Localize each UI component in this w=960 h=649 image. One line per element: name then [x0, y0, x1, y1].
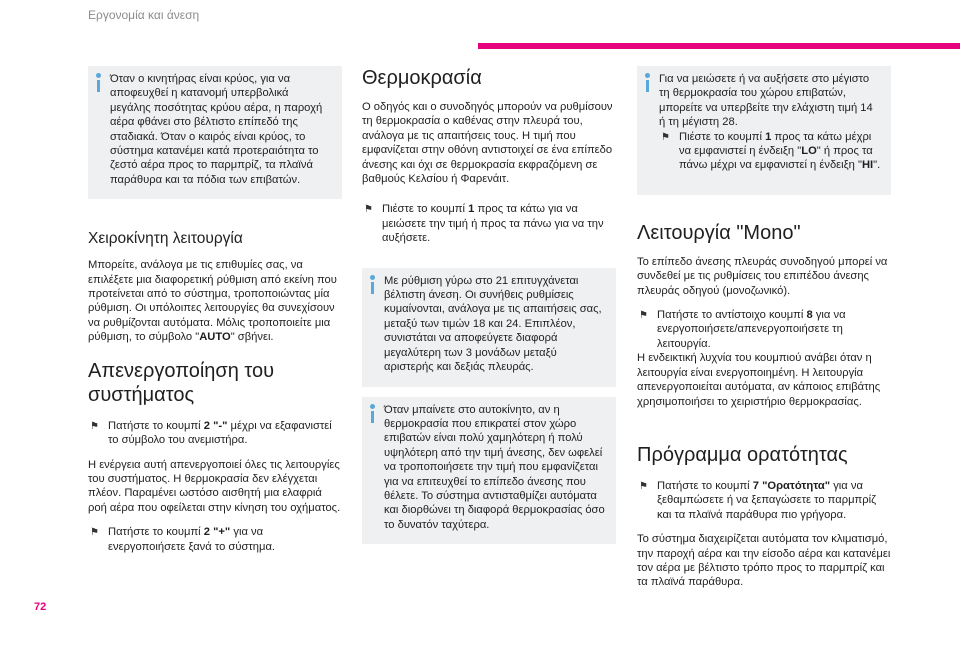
- section-title-temperature: Θερμοκρασία: [362, 67, 482, 89]
- bullet-visibility: ⚑ Πατήστε το κουμπί 7 "Ορατότητα" για να ξεθαμπώσετε ή να ξεπαγώσετε το παρμπρίζ και τα πλαϊνά παράθυρα πιο γρήγορα.: [639, 479, 877, 521]
- bullet-temperature: ⚑ Πιέστε το κουμπί 1 προς τα κάτω για να μειώσετε την τιμή ή προς τα πάνω για να την αυξήσετε.: [364, 203, 604, 245]
- flag-icon: ⚑: [639, 310, 648, 322]
- header-accent-bar: [478, 43, 960, 49]
- mono-text: Το επίπεδο άνεσης πλευράς συνοδηγού μπορεί να συνδεθεί με τις ρυθμίσεις του επιπέδου άνεσης πλευράς οδηγού (μονοζωνικό).: [637, 255, 888, 297]
- info-box-optimal-comfort: [362, 268, 616, 387]
- flag-icon: ⚑: [90, 420, 99, 432]
- flag-icon: ⚑: [364, 204, 373, 216]
- info-text: Με ρύθμιση γύρω στο 21 επιτυγχάνεται βέλτιστη άνεση. Οι συνήθεις ρυθμίσεις κυμαίνονται, ανάλογα με τις απαιτήσεις σας, μεταξύ των τιμών 18 και 24. Επιπλέον, συνιστάται να αποφεύγετε διαφορά μεγαλύτερη των 3 μονάδων μεταξύ αριστερής και δεξιάς πλευράς.: [384, 274, 602, 374]
- section-title-visibility: Πρόγραμμα ορατότητας: [637, 443, 848, 466]
- flag-icon: ⚑: [661, 131, 670, 143]
- page-number: 72: [34, 601, 47, 613]
- section-title-mono: Λειτουργία "Mono": [637, 221, 801, 244]
- off-text: Η ενέργεια αυτή απενεργοποιεί όλες τις λειτουργίες του συστήματος. Η θερμοκρασία δεν ελέγχεται πλέον. Παραμένει ωστόσο αισθητή μια ελαφριά ροή αέρα που οφείλεται στην κίνηση του οχήματος.: [88, 458, 341, 514]
- info-icon: [369, 404, 377, 424]
- manual-text: Μπορείτε, ανάλογα με τις επιθυμίες σας, να επιλέξετε μια διαφορετική ρύθμιση από εκείνη που προτείνεται από το σύστημα, τροποποιώντας μία ρύθμιση. Οι υπόλοιπες λειτουργίες θα συνεχίσουν να ρυθμίζονται αυτόματα. Μόλις τροποποιείτε μια ρύθμιση, το σύμβολο "AUTO" σβήνει.: [88, 259, 337, 344]
- info-icon: [644, 73, 652, 93]
- info-text: Όταν μπαίνετε στο αυτοκίνητο, αν η θερμοκρασία που επικρατεί στον χώρο επιβατών είναι πολύ χαμηλότερη ή πολύ υψηλότερη από την τιμή άνεσης, δεν ωφελεί να τροποποιήσετε την τιμή που εμφανίζεται για να επιτευχθεί το επίπεδο άνεσης που θέλετε. Το σύστημα αντισταθμίζει αυτόματα και διορθώνει τη διαφορά θερμοκρασίας όσο το δυνατόν ταχύτερα.: [384, 403, 605, 531]
- info-icon: [95, 73, 103, 93]
- column-3: [637, 66, 891, 590]
- bullet-lo-hi: ⚑ Πιέστε το κουμπί 1 προς τα κάτω μέχρι να εμφανιστεί η ένδειξη "LO" ή προς τα πάνω μέχρι να εμφανιστεί η ένδειξη "HI".: [661, 130, 881, 172]
- bullet-on: ⚑ Πατήστε το κουμπί 2 "+" για να ενεργοποιήσετε ξανά το σύστημα.: [90, 526, 276, 553]
- info-text: Για να μειώσετε ή να αυξήσετε στο μέγιστο τη θερμοκρασία του χώρου επιβατών, μπορείτε να υπερβείτε την ελάχιστη τιμή 14 ή τη μέγιστη 28.: [659, 73, 873, 129]
- mono-text-2: Η ενδεικτική λυχνία του κουμπιού ανάβει όταν η λειτουργία είναι ενεργοποιημένη. Η λειτουργία απενεργοποιείται αυτόματα, αν κάποιος επιβάτης χρησιμοποιήσει το χειριστήριο θερμοκρασίας.: [637, 352, 881, 408]
- section-header: Εργονομία και άνεση: [88, 8, 200, 22]
- bullet-off: ⚑ Πατήστε το κουμπί 2 "-" μέχρι να εξαφανιστεί το σύμβολο του ανεμιστήρα.: [90, 419, 332, 447]
- info-box-entering-car: [362, 397, 616, 545]
- visibility-text: Το σύστημα διαχειρίζεται αυτόματα τον κλιματισμό, την παροχή αέρα και την είσοδο αέρα και κατανέμει τον αέρα με βέλτιστο τρόπο προς το παρμπρίζ και τα πλαϊνά παράθυρα.: [637, 533, 891, 589]
- section-title-off: Απενεργοποίηση του συστήματος: [88, 359, 275, 406]
- info-text: Όταν ο κινητήρας είναι κρύος, για να αποφευχθεί η κατανομή υπερβολικά μεγάλης ποσότητας κρύου αέρα, η παροχή αέρα φθάνει στο βέλτιστο επίπεδό της σταδιακά. Όταν ο καιρός είναι κρύος, το σύστημα κατανέμει κατά προτεραιότητα το ζεστό αέρα προς το παρμπρίζ, τα πλαϊνά παράθυρα και τα πόδια των επιβατών.: [110, 73, 323, 186]
- column-1: [88, 66, 342, 554]
- bullet-mono: ⚑ Πατήστε το αντίστοιχο κουμπί 8 για να ενεργοποιήσετε/απενεργοποιήσετε τη λειτουργία.: [639, 309, 846, 350]
- flag-icon: ⚑: [639, 480, 648, 492]
- info-box-cold-engine: [88, 66, 342, 199]
- flag-icon: ⚑: [90, 527, 99, 539]
- info-icon: [369, 275, 377, 295]
- column-2: [362, 66, 616, 544]
- section-title-manual: Χειροκίνητη λειτουργία: [88, 230, 243, 248]
- info-box-min-max: [637, 66, 891, 195]
- temperature-text: Ο οδηγός και ο συνοδηγός μπορούν να ρυθμίσουν τη θερμοκρασία ο καθένας στην πλευρά του, ανάλογα με τις απαιτήσεις τους. Η τιμή που εμφανίζεται στην οθόνη αντιστοιχεί σε ένα επίπεδο άνεσης και όχι σε θερμοκρασία εκφραζόμενη σε βαθμούς Κελσίου ή Φαρενάιτ.: [362, 101, 613, 186]
